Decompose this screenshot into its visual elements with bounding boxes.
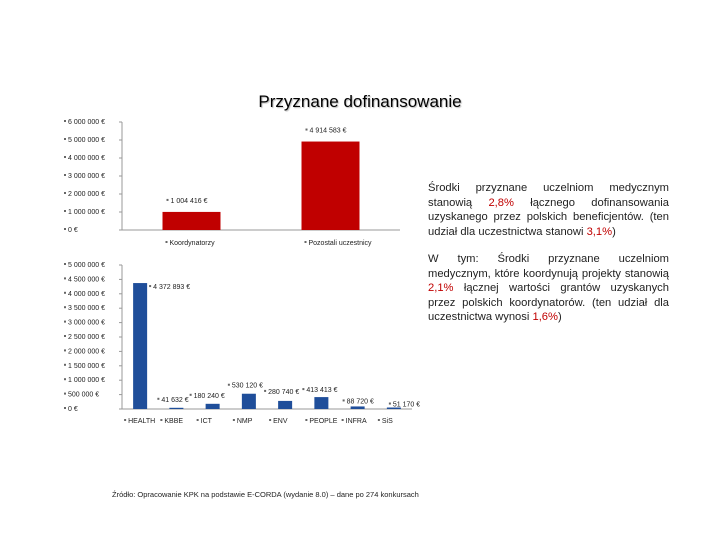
bottom-category-label: ICT [200, 418, 212, 425]
bottom-ytick-label: 4 000 000 € [68, 290, 105, 298]
note-top-highlight-2: 3,1% [586, 225, 613, 238]
bottom-bar [133, 283, 147, 409]
bottom-data-bullet [157, 398, 159, 400]
bottom-data-bullet [190, 394, 192, 396]
bottom-data-label: 88 720 € [346, 398, 374, 406]
note-top-text-2: łącznego dofinansowania uzyskanego przez polskich beneficjentów. (ten udział dla uczestnictwa stanowi [428, 196, 670, 238]
bottom-ytick-bullet [64, 263, 66, 265]
bottom-ytick-bullet [64, 407, 66, 409]
note-participation-share [428, 181, 669, 239]
bottom-bar [206, 404, 220, 409]
bottom-category-label: INFRA [345, 418, 367, 425]
slide-title: Przyznane dofinansowanie [258, 92, 462, 111]
bottom-ytick-bullet [64, 306, 66, 308]
bottom-category-bullet [378, 419, 380, 421]
top-ytick-label: 4 000 000 € [68, 155, 105, 162]
bottom-ytick-bullet [64, 335, 66, 337]
top-ytick-label: 3 000 000 € [68, 173, 105, 180]
bottom-ytick-label: 4 500 000 € [68, 276, 105, 284]
note-top-highlight-1: 2,8% [488, 196, 514, 209]
note-bottom-text-3: ) [557, 311, 562, 324]
bottom-category-label: NMP [236, 418, 253, 425]
note-bottom-text-1: W tym: Środki przyznane uczelniom medycznym, które koordynują projekty stanowią [428, 253, 669, 280]
bottom-category-label: HEALTH [128, 418, 156, 425]
bottom-category-label: KBBE [164, 418, 184, 425]
bottom-data-bullet [149, 285, 151, 287]
bottom-category-bullet [124, 419, 126, 421]
source-note: Źródło: Opracowanie KPK na podstawie E-CORDA (wydanie 8.0) – dane po 274 konkursach [112, 490, 419, 499]
bottom-category-label: ENV [273, 418, 288, 425]
bottom-category-label: PEOPLE [309, 418, 338, 425]
bottom-data-bullet [264, 390, 266, 392]
bottom-ytick-label: 1 500 000 € [68, 362, 105, 370]
bottom-ytick-label: 500 000 € [68, 391, 100, 399]
note-bottom-highlight-1: 2,1% [428, 282, 454, 295]
bottom-ytick-label: 3 000 000 € [68, 319, 105, 327]
bottom-data-bullet [389, 403, 391, 405]
bottom-category-bullet [342, 419, 344, 421]
note-top-text-3: ) [612, 225, 616, 238]
bottom-bar [169, 408, 183, 409]
bottom-ytick-label: 1 000 000 € [68, 377, 105, 385]
bottom-ytick-label: 2 500 000 € [68, 334, 105, 341]
top-ytick-label: 2 000 000 € [68, 191, 105, 198]
bottom-ytick-bullet [64, 393, 66, 395]
bottom-data-bullet [228, 384, 230, 386]
bottom-category-bullet [233, 419, 235, 421]
bottom-data-label: 51 170 € [392, 401, 421, 409]
bottom-data-label: 180 240 € [193, 392, 225, 400]
bottom-bar [351, 406, 365, 409]
bottom-data-label: 41 632 € [161, 396, 189, 404]
bottom-ytick-bullet [64, 378, 66, 380]
bottom-data-bullet [343, 399, 345, 401]
bottom-data-label: 413 413 € [306, 387, 338, 395]
bottom-category-bullet [197, 419, 199, 421]
bottom-data-bullet [302, 388, 304, 390]
bottom-bar [242, 394, 256, 409]
bottom-ytick-label: 3 500 000 € [68, 305, 105, 313]
bottom-category-label: SiS [381, 418, 393, 425]
bottom-ytick-bullet [64, 292, 66, 294]
bottom-ytick-bullet [64, 349, 66, 351]
note-top-text-1: Środki przyznane uczelniom medycznym stanowią [428, 182, 669, 209]
bottom-data-label: 4 372 893 € [153, 284, 191, 292]
bottom-category-bullet [305, 419, 307, 421]
top-category-label: Koordynatorzy [169, 240, 215, 247]
bottom-ytick-label: 2 000 000 € [68, 348, 105, 356]
note-bottom-highlight-2: 1,6% [532, 311, 558, 324]
bottom-category-bullet [269, 419, 271, 421]
top-ytick-label: 1 000 000 € [68, 209, 105, 216]
top-category-label: Pozostali uczestnicy [308, 240, 372, 247]
bottom-bar [278, 401, 292, 409]
bottom-ytick-bullet [64, 277, 66, 279]
bottom-data-label: 280 740 € [268, 388, 300, 396]
bottom-ytick-label: 0 € [68, 406, 78, 413]
top-data-label: 4 914 583 € [309, 127, 347, 135]
bottom-ytick-bullet [64, 321, 66, 323]
note-bottom-text-2: łącznej wartości grantów uzyskanych przez polskich koordynatorów. (ten udział dla uczestnictwa wynosi [428, 282, 669, 324]
note-coordinator-share [428, 252, 669, 325]
bottom-bar [314, 397, 328, 409]
bottom-ytick-bullet [64, 364, 66, 366]
top-ytick-label: 0 € [68, 227, 78, 234]
top-ytick-label: 5 000 000 € [68, 137, 105, 144]
top-data-label: 1 004 416 € [170, 197, 208, 205]
bottom-ytick-label: 5 000 000 € [68, 262, 105, 269]
top-ytick-label: 6 000 000 € [68, 119, 105, 126]
bottom-data-label: 530 120 € [231, 382, 264, 390]
bottom-category-bullet [160, 419, 162, 421]
